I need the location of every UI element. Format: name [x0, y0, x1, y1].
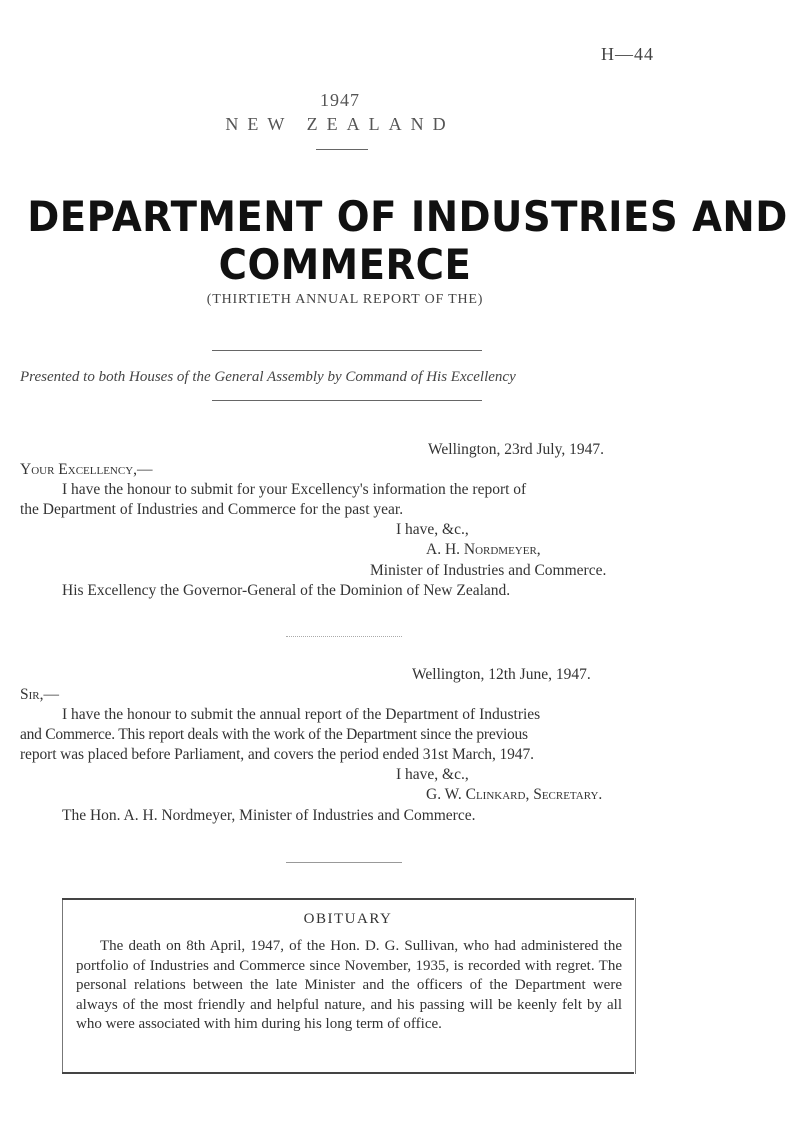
divider: [316, 149, 368, 150]
obituary-top-rule: [62, 898, 634, 900]
letter1-place-date: Wellington, 23rd July, 1947.: [428, 441, 604, 458]
country-heading: NEW ZEALAND: [225, 114, 455, 134]
page-title-line2: COMMERCE: [218, 240, 472, 289]
page-title-line1: DEPARTMENT OF INDUSTRIES AND: [27, 192, 788, 241]
letter1-closing: I have, &c.,: [396, 521, 469, 538]
letter2-place-date: Wellington, 12th June, 1947.: [412, 666, 591, 683]
letter1-line2: the Department of Industries and Commerce for the past year.: [20, 501, 404, 518]
page-subtitle: (THIRTIETH ANNUAL REPORT OF THE): [206, 292, 484, 307]
letter2-line2: and Commerce. This report deals with the work of the Department since the previous: [20, 726, 528, 743]
letter1-addressee: His Excellency the Governor-General of the Dominion of New Zealand.: [62, 582, 511, 599]
letter2-signatory: G. W. Clinkard, Secretary.: [426, 786, 603, 803]
page-reference: H—44: [601, 44, 654, 64]
obituary-bottom-rule: [62, 1072, 634, 1074]
divider: [286, 636, 402, 637]
obituary-text: [76, 937, 622, 1035]
report-year: 1947: [320, 90, 360, 110]
letter2-line1: I have the honour to submit the annual report of the Department of Industries: [62, 706, 541, 723]
divider: [286, 862, 402, 863]
presented-line: Presented to both Houses of the General Assembly by Command of His Excellency: [20, 369, 516, 385]
obituary-heading: OBITUARY: [303, 911, 393, 927]
letter2-closing: I have, &c.,: [396, 766, 469, 783]
letter2-addressee: The Hon. A. H. Nordmeyer, Minister of Industries and Commerce.: [62, 807, 476, 824]
divider: [212, 400, 482, 401]
letter2-salutation: Sir,—: [20, 686, 59, 703]
divider: [212, 350, 482, 351]
letter1-line1: I have the honour to submit for your Excellency's information the report of: [62, 481, 527, 498]
obituary-text-content: The death on 8th April, 1947, of the Hon. D. G. Sullivan, who had administered the portfolio of Industries and Commerce since November, 1935, is recorded with regret. The personal relations between the late Minister and the officers of the Department were always of the most friendly and helpful nature, and his passing will be keenly felt by all who were associated with him during his long term of office.: [76, 938, 622, 1032]
letter1-signatory-title: Minister of Industries and Commerce.: [370, 562, 607, 579]
letter2-line3: report was placed before Parliament, and covers the period ended 31st March, 1947.: [20, 746, 534, 763]
letter1-signatory: A. H. Nordmeyer,: [426, 541, 541, 558]
letter1-salutation: Your Excellency,—: [20, 461, 153, 478]
